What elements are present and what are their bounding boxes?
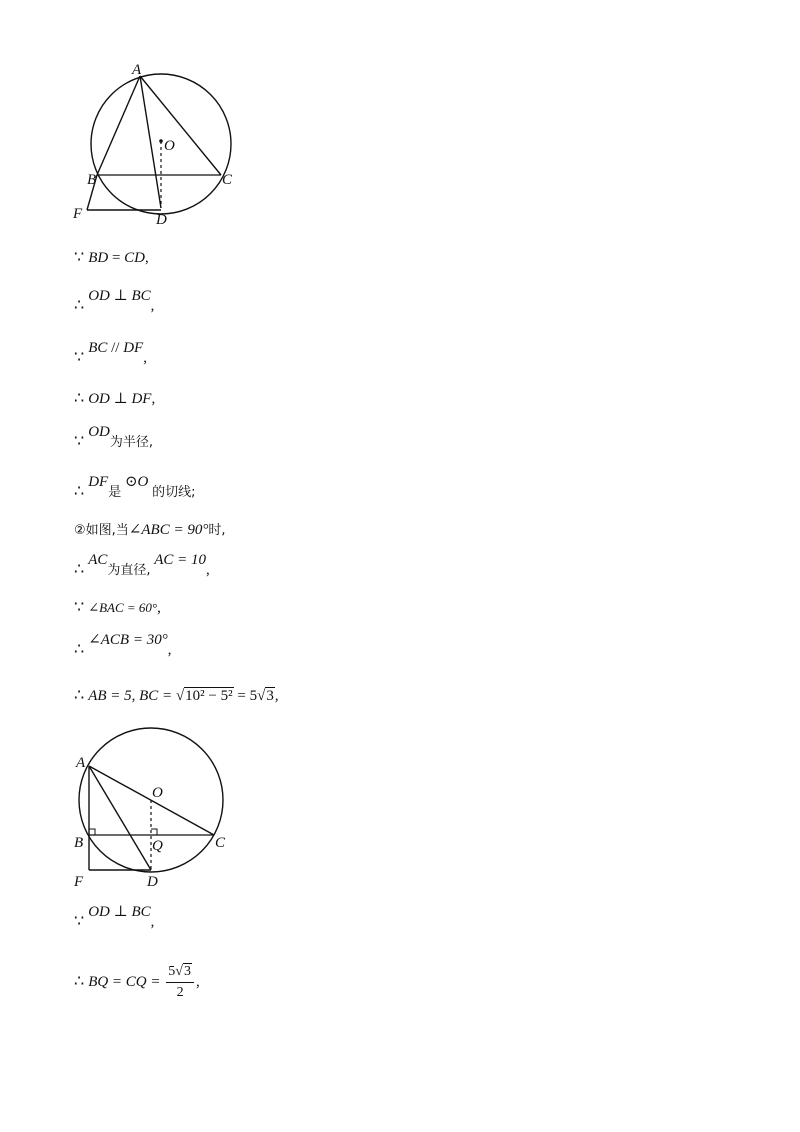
segment-bc-text: BC bbox=[88, 340, 108, 356]
arc-bd: BD bbox=[88, 250, 109, 266]
because-symbol: ∵ bbox=[74, 913, 85, 930]
comma: , bbox=[150, 298, 155, 314]
text-tangent: 的切线; bbox=[152, 485, 196, 500]
label-q: Q bbox=[152, 838, 163, 854]
comma: , bbox=[206, 562, 210, 578]
because-symbol: ∵ bbox=[74, 249, 85, 266]
center-point-o bbox=[159, 139, 163, 143]
bc-expr-result: = 5 bbox=[233, 688, 258, 704]
line-11: ∴ AB = 5, BC = √10² − 5² = 5√3, bbox=[74, 687, 279, 704]
label-a: A bbox=[76, 755, 86, 771]
label-c: C bbox=[222, 172, 233, 188]
equals: = bbox=[108, 250, 125, 266]
segment-bc-text: BC bbox=[131, 904, 151, 920]
because-symbol: ∵ bbox=[74, 433, 85, 450]
line-5 bbox=[74, 424, 153, 453]
text-case2: ②如图,当 bbox=[74, 523, 129, 538]
segment-df-text: DF bbox=[123, 340, 144, 356]
label-b: B bbox=[74, 835, 84, 851]
therefore-symbol: ∴ bbox=[74, 641, 85, 658]
comma: , bbox=[157, 600, 161, 616]
comma: , bbox=[150, 914, 155, 930]
fraction: $\frac{5√3}{2}$ bbox=[166, 962, 194, 1003]
parallel-symbol: // bbox=[111, 340, 120, 356]
line-13 bbox=[74, 962, 200, 1003]
denominator: 2 bbox=[176, 985, 184, 1000]
comma: , bbox=[274, 688, 279, 704]
circle-symbol: ⊙ bbox=[124, 474, 138, 490]
therefore-symbol: ∴ bbox=[74, 687, 85, 704]
text-radius: 为半径, bbox=[109, 435, 153, 450]
angle-abc-expr: ∠ABC = 90° bbox=[128, 522, 209, 538]
comma: , bbox=[151, 391, 156, 407]
segment-df-text: DF bbox=[88, 474, 109, 490]
segment-ac-text: AC bbox=[88, 552, 108, 568]
therefore-symbol: ∴ bbox=[74, 483, 85, 500]
right-angle-mark-q bbox=[151, 829, 157, 835]
label-o: O bbox=[164, 138, 175, 154]
figure-2-diagram bbox=[64, 722, 244, 892]
line-6 bbox=[74, 474, 196, 503]
segment-od-text: OD bbox=[88, 904, 110, 920]
comma: , bbox=[167, 642, 172, 658]
therefore-symbol: ∴ bbox=[74, 297, 85, 314]
label-f: F bbox=[73, 206, 83, 222]
label-o: O bbox=[152, 785, 163, 801]
because-symbol: ∵ bbox=[74, 599, 85, 616]
label-c: C bbox=[215, 835, 226, 851]
segment-df-text: DF bbox=[131, 391, 152, 407]
comma: , bbox=[195, 973, 200, 990]
ab-expr: AB = 5 bbox=[88, 688, 132, 704]
line-12 bbox=[74, 904, 155, 932]
therefore-symbol: ∴ bbox=[74, 561, 85, 578]
segment-od-text: OD bbox=[88, 391, 110, 407]
separator: , bbox=[131, 688, 136, 704]
radicand: 10² − 5² bbox=[185, 688, 233, 704]
text-when: 时, bbox=[208, 523, 226, 538]
ac-expr: AC = 10 bbox=[154, 552, 207, 568]
angle-bac-expr: ∠BAC = 60° bbox=[88, 600, 158, 615]
therefore-symbol: ∴ bbox=[74, 390, 85, 407]
circle-o-text: O bbox=[137, 474, 149, 490]
segment-od-text: OD bbox=[88, 424, 110, 440]
label-d: D bbox=[147, 874, 158, 890]
perp-symbol: ⊥ bbox=[113, 904, 128, 920]
comma: , bbox=[145, 250, 149, 266]
label-a: A bbox=[132, 62, 142, 78]
segment-ad bbox=[140, 76, 161, 208]
segment-ab bbox=[97, 76, 140, 175]
line-10 bbox=[74, 632, 172, 660]
perp-symbol: ⊥ bbox=[113, 391, 128, 407]
label-d: D bbox=[156, 212, 167, 228]
comma: , bbox=[143, 350, 147, 366]
numerator-radicand: 3 bbox=[183, 964, 191, 979]
figure-1-diagram bbox=[64, 60, 264, 230]
segment-bc-text: BC bbox=[131, 288, 151, 304]
therefore-symbol: ∴ bbox=[74, 972, 85, 990]
line-2 bbox=[74, 288, 155, 316]
arc-cd: CD bbox=[124, 250, 145, 266]
line-9 bbox=[74, 598, 161, 618]
segment-ac bbox=[140, 76, 221, 175]
line-7 bbox=[74, 520, 225, 541]
radicand-3: 3 bbox=[266, 688, 274, 704]
perp-symbol: ⊥ bbox=[113, 288, 128, 304]
angle-acb-expr: ∠ACB = 30° bbox=[88, 632, 168, 648]
label-f: F bbox=[74, 874, 84, 890]
line-3 bbox=[74, 340, 147, 368]
segment-ad bbox=[89, 766, 151, 870]
line-1 bbox=[74, 248, 149, 268]
segment-od-text: OD bbox=[88, 288, 110, 304]
bc-expr-start: BC = bbox=[139, 688, 176, 704]
numerator-coef: 5 bbox=[168, 964, 176, 979]
text-is: 是 bbox=[108, 485, 122, 500]
because-symbol: ∵ bbox=[74, 349, 85, 366]
right-angle-mark bbox=[89, 829, 95, 835]
bq-cq-expr: BQ = CQ = bbox=[88, 973, 165, 990]
line-4 bbox=[74, 389, 155, 409]
label-b: B bbox=[87, 172, 97, 188]
line-8 bbox=[74, 552, 210, 581]
text-diameter: 为直径, bbox=[107, 563, 151, 578]
